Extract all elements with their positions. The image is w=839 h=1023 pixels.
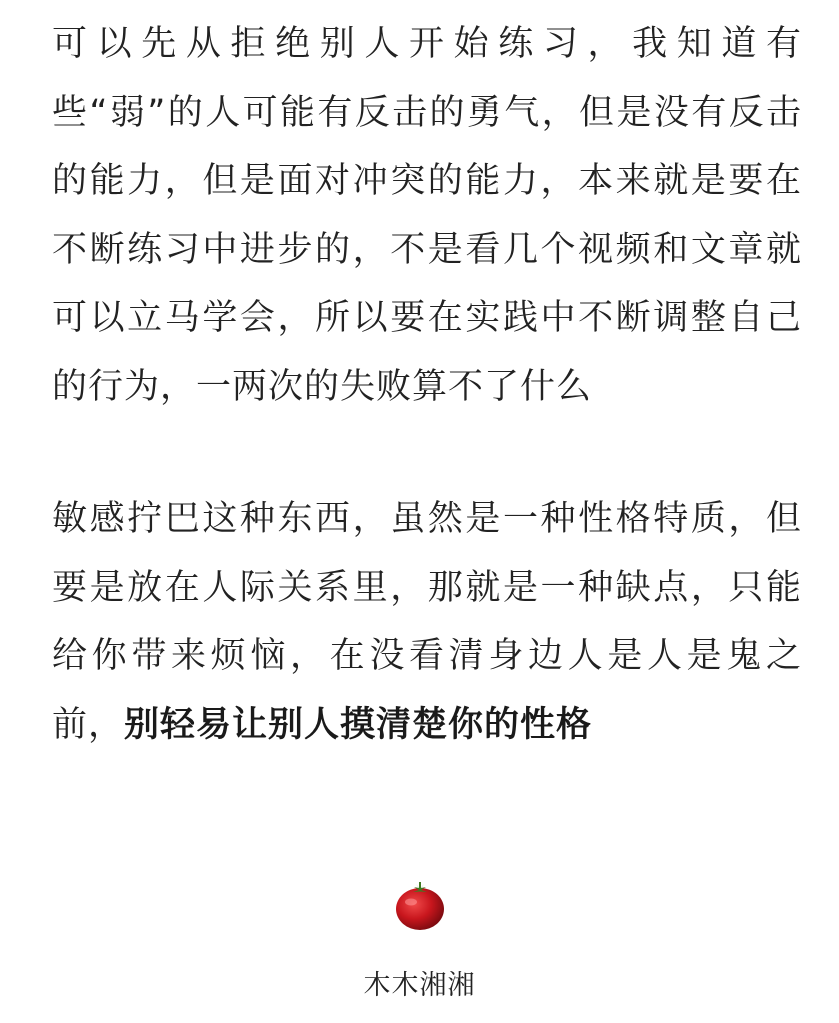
author-name: 木木湘湘 — [363, 970, 476, 1001]
tomato-icon — [392, 878, 448, 934]
paragraph-2-bold-text: 别轻易让别人摸清楚你的性格 — [124, 704, 593, 745]
footer — [0, 878, 839, 1004]
paragraph-2 — [52, 485, 802, 759]
paragraph-2-text: 敏感拧巴这种东西，虽然是一种性格特质，但要是放在人际关系里，那就是一种缺点，只能给你带来烦恼，在没看清身边人是人是鬼之前， — [52, 499, 802, 745]
paragraph-1: 可以先从拒绝别人开始练习，我知道有些“弱”的人可能有反击的勇气，但是没有反击的能力，但是面对冲突的能力，本来就是要在不断练习中进步的，不是看几个视频和文章就可以立马学会，所以要在实践中不断调整自己的行为，一两次的失败算不了什么 — [52, 24, 802, 407]
article-body — [52, 10, 802, 759]
